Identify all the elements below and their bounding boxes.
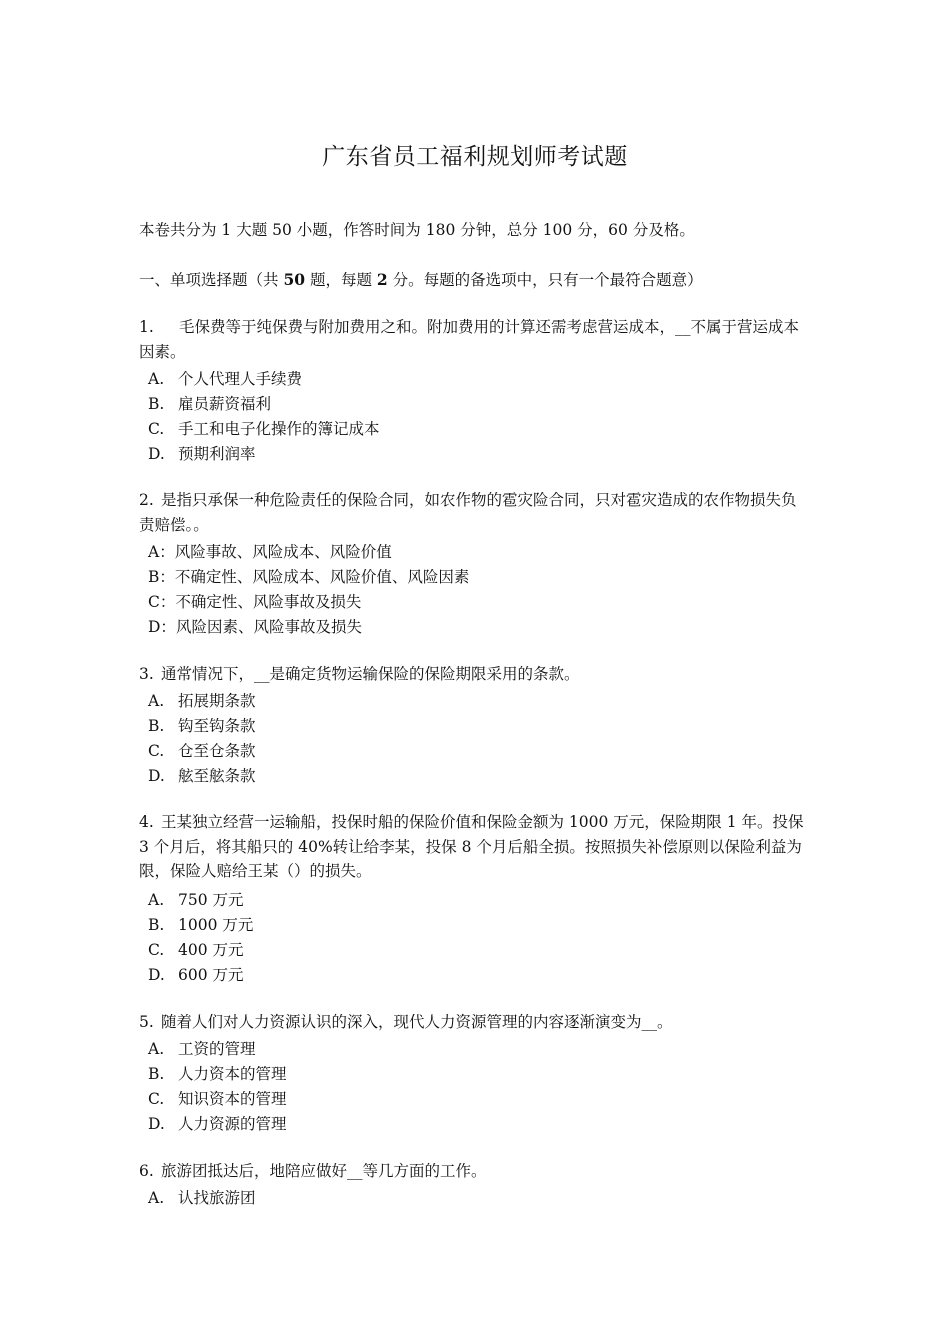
- option-2c: [148, 590, 361, 612]
- option-3d: [148, 764, 256, 786]
- option-label: A.: [148, 891, 165, 909]
- option-text: 工资的管理: [178, 1040, 256, 1058]
- option-1b: [148, 392, 271, 414]
- option-label: C.: [148, 1090, 165, 1108]
- option-label: B.: [148, 916, 165, 934]
- option-text: 1000 万元: [178, 916, 254, 934]
- option-3b: [148, 714, 256, 736]
- option-label: B：: [148, 568, 175, 586]
- option-3a: [148, 689, 256, 711]
- option-label: D.: [148, 445, 165, 463]
- option-label: D.: [148, 767, 165, 785]
- option-text: 不确定性、风险事故及损失: [175, 593, 362, 611]
- option-label: B.: [148, 717, 165, 735]
- option-text: 仓至仓条款: [178, 742, 256, 760]
- question-3: [139, 662, 811, 687]
- question-number: 5.: [139, 1013, 154, 1031]
- option-text: 人力资本的管理: [178, 1065, 287, 1083]
- option-label: A.: [148, 1189, 165, 1207]
- option-text: 舷至舷条款: [178, 767, 256, 785]
- option-1a: [148, 367, 302, 389]
- question-number: 4.: [139, 813, 154, 831]
- question-number: 6.: [139, 1162, 154, 1180]
- section-question-score: 2: [376, 270, 388, 289]
- option-4c: [148, 938, 244, 960]
- exam-intro: 本卷共分为 1 大题 50 小题，作答时间为 180 分钟，总分 100 分，60 分及格。: [139, 221, 695, 239]
- option-5d: [148, 1112, 287, 1134]
- question-2: [139, 488, 811, 537]
- question-number: 1.: [139, 318, 154, 336]
- question-5: [139, 1010, 811, 1035]
- option-5a: [148, 1037, 256, 1059]
- option-text: 不确定性、风险成本、风险价值、风险因素: [174, 568, 470, 586]
- question-number: 2.: [139, 491, 154, 509]
- option-text: 600 万元: [178, 966, 244, 984]
- question-number: 3.: [139, 665, 154, 683]
- option-label: C.: [148, 941, 165, 959]
- question-text: 通常情况下，__是确定货物运输保险的保险期限采用的条款。: [161, 665, 580, 683]
- option-text: 知识资本的管理: [178, 1090, 287, 1108]
- option-label: D：: [148, 618, 176, 636]
- question-text: 随着人们对人力资源认识的深入，现代人力资源管理的内容逐渐演变为__。: [161, 1013, 673, 1031]
- option-text: 风险因素、风险事故及损失: [175, 618, 362, 636]
- option-text: 风险事故、风险成本、风险价值: [174, 543, 392, 561]
- option-text: 人力资源的管理: [178, 1115, 287, 1133]
- option-2b: [148, 565, 469, 587]
- question-text: 旅游团抵达后，地陪应做好__等几方面的工作。: [161, 1162, 487, 1180]
- option-4d: [148, 963, 244, 985]
- section-suffix: 分。每题的备选项中，只有一个最符合题意）: [387, 271, 703, 289]
- question-6: [139, 1159, 811, 1184]
- option-label: B.: [148, 1065, 165, 1083]
- option-text: 钩至钩条款: [178, 717, 256, 735]
- option-label: A：: [148, 543, 175, 561]
- option-label: B.: [148, 395, 165, 413]
- option-1c: [148, 417, 380, 439]
- question-1: [139, 315, 811, 364]
- option-4a: [148, 888, 244, 910]
- option-text: 认找旅游团: [178, 1189, 256, 1207]
- section-question-count: 50: [283, 270, 306, 289]
- option-6a: [148, 1186, 256, 1208]
- option-5c: [148, 1087, 287, 1109]
- option-label: C.: [148, 742, 165, 760]
- option-4b: [148, 913, 253, 935]
- option-label: D.: [148, 1115, 165, 1133]
- option-label: C.: [148, 420, 165, 438]
- option-text: 拓展期条款: [178, 692, 256, 710]
- option-text: 750 万元: [178, 891, 244, 909]
- option-label: D.: [148, 966, 165, 984]
- section-heading: [139, 268, 703, 290]
- option-text: 400 万元: [178, 941, 244, 959]
- option-label: A.: [148, 370, 165, 388]
- option-2a: [148, 540, 392, 562]
- question-text: 是指只承保一种危险责任的保险合同，如农作物的雹灾险合同，只对雹灾造成的农作物损失负责赔偿。。: [139, 491, 797, 534]
- option-label: C：: [148, 593, 176, 611]
- section-prefix: 一、单项选择题（共: [139, 271, 284, 289]
- question-4: [139, 810, 811, 884]
- option-text: 个人代理人手续费: [178, 370, 303, 388]
- section-mid: 题，每题: [305, 271, 377, 289]
- option-text: 预期利润率: [178, 445, 256, 463]
- option-5b: [148, 1062, 287, 1084]
- option-1d: [148, 442, 256, 464]
- document-title: 广东省员工福利规划师考试题: [322, 144, 628, 170]
- question-text: 王某独立经营一运输船，投保时船的保险价值和保险金额为 1000 万元，保险期限 1 年。投保 3 个月后，将其船只的 40%转让给李某，投保 8 个月后船全损。按照损失补偿原则以保险利益为限，保险人赔给王某（）的损失。: [139, 813, 804, 880]
- option-label: A.: [148, 692, 165, 710]
- option-3c: [148, 739, 256, 761]
- option-2d: [148, 615, 362, 637]
- option-text: 雇员薪资福利: [178, 395, 272, 413]
- option-text: 手工和电子化操作的簿记成本: [178, 420, 380, 438]
- option-label: A.: [148, 1040, 165, 1058]
- question-text: 毛保费等于纯保费与附加费用之和。附加费用的计算还需考虑营运成本，__不属于营运成本因素。: [139, 318, 800, 361]
